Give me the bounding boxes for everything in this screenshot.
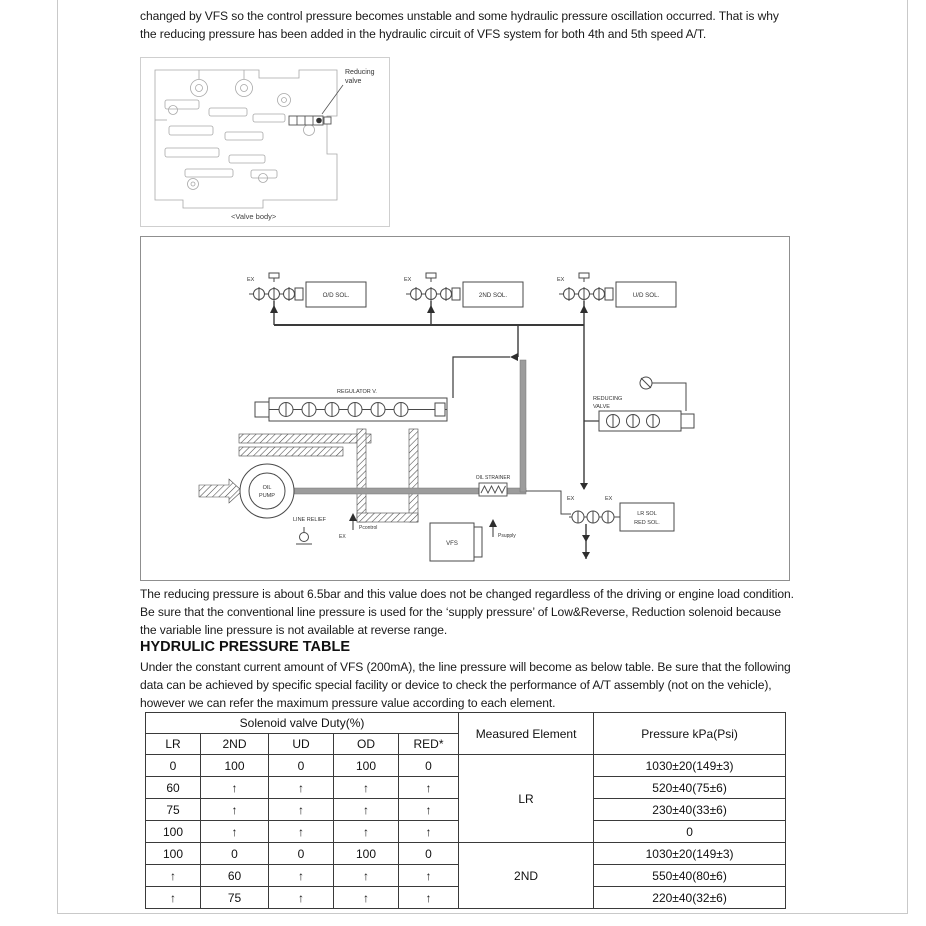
duty-cell: ↑ [399,777,459,799]
reducing-pressure-paragraph: The reducing pressure is about 6.5bar and this value does not be changed regardless of the driving or engine load condition. Be sure that the conventional line pressure is used for the ‘supply pressure’ of Low&Reverse, Reduction solenoid because the variable line pressure is not available at reverse range. [140,587,794,637]
duty-cell: ↑ [201,821,269,843]
ex-label: EX [567,496,575,502]
regulator-label: REGULATOR V. [337,389,377,395]
duty-cell: 60 [201,865,269,887]
od-sol-label: O/D SOL. [322,292,350,299]
callout-leader-line [322,85,343,114]
pressure-header: Pressure kPa(Psi) [594,713,786,755]
duty-cell: ↑ [399,821,459,843]
pump-inlet-arrow [199,479,242,503]
duty-col-header: LR [146,734,201,755]
duty-cell: ↑ [269,865,334,887]
duty-cell: 0 [269,755,334,777]
measured-element-header: Measured Element [459,713,594,755]
ex-label: EX [339,534,346,540]
duty-cell: 100 [334,755,399,777]
duty-cell: ↑ [146,887,201,909]
duty-cell: ↑ [269,821,334,843]
pressure-cell: 1030±20(149±3) [594,755,786,777]
ud-solenoid-valve [559,273,676,307]
ud-sol-label: U/D SOL. [632,292,660,299]
od-solenoid-valve [249,273,366,307]
duty-cell: ↑ [334,887,399,909]
intro-paragraph: changed by VFS so the control pressure becomes unstable and some hydraulic pressure oscillation occurred. That is why the reducing pressure has been added in the hydraulic circuit of VFS system for both 4th and 5th speed A/T. [140,9,779,41]
pressure-cell: 1030±20(149±3) [594,843,786,865]
duty-cell: ↑ [269,777,334,799]
duty-cell: ↑ [269,887,334,909]
valve-body-figure [140,57,390,227]
table-row [146,843,786,865]
duty-cell: 0 [399,755,459,777]
page-edge-bottom [57,913,908,914]
reducing-valve-callout-line2: valve [345,78,362,85]
pressure-cell: 0 [594,821,786,843]
duty-cell: 0 [201,843,269,865]
line-relief-valve [296,527,312,544]
reducing-valve-label-line1: REDUCING [593,396,623,402]
table-header-row-1 [146,713,786,734]
duty-col-header: UD [269,734,334,755]
duty-cell: 100 [146,821,201,843]
duty-cell: ↑ [334,777,399,799]
lr-sol-label-line1: LR SOL [637,511,657,517]
duty-cell: 60 [146,777,201,799]
oil-strainer [479,483,507,496]
section-paragraph: Under the constant current amount of VFS (200mA), the line pressure will become as below table. Be sure that the following data can be achieved by specific special facility or device to check the performance of A/T assembly (not on the vehicle), however we can refer the maximum pressure value according to each element. [140,660,791,710]
oil-pump-label-line2: PUMP [259,493,275,499]
duty-cell: 100 [146,843,201,865]
ex-label: EX [557,277,565,283]
duty-col-header: OD [334,734,399,755]
element-cell: 2ND [459,843,594,909]
duty-cell: ↑ [399,865,459,887]
hydraulic-pressure-table [145,712,786,909]
duty-cell: ↑ [146,865,201,887]
p-control-label: Pcontrol [359,525,378,531]
hydraulic-circuit-diagram [140,236,790,581]
duty-cell: 75 [146,799,201,821]
duty-cell: ↑ [201,799,269,821]
second-solenoid-valve [406,273,523,307]
duty-cell: 0 [269,843,334,865]
pressure-cell: 220±40(32±6) [594,887,786,909]
ex-label: EX [247,277,255,283]
duty-cell: ↑ [269,799,334,821]
ex-label: EX [404,277,412,283]
lr-sol-label-line2: RED SOL. [634,520,660,526]
circuit-drawing [141,237,789,580]
regulator-valve [255,398,447,421]
pressure-cell: 520±40(75±6) [594,777,786,799]
duty-cell: ↑ [334,865,399,887]
pressure-cell: 550±40(80±6) [594,865,786,887]
duty-cell: ↑ [334,799,399,821]
duty-group-header: Solenoid valve Duty(%) [146,713,459,734]
reducing-valve-highlight [289,116,331,125]
duty-col-header: 2ND [201,734,269,755]
valve-body-outline [155,70,337,208]
duty-cell: ↑ [334,821,399,843]
element-cell: LR [459,755,594,843]
figure-caption: <Valve body> [231,212,277,221]
duty-cell: ↑ [399,799,459,821]
second-sol-label: 2ND SOL. [478,292,508,299]
table-row [146,755,786,777]
reducing-valve-callout-line1: Reducing [345,69,375,76]
ex-label: EX [605,496,613,502]
duty-cell: 100 [334,843,399,865]
duty-cell: 75 [201,887,269,909]
vfs-label: VFS [446,541,458,547]
p-supply-label: Psupply [498,533,516,539]
duty-cell: ↑ [399,887,459,909]
oil-pump-label-line1: OIL [262,485,272,491]
duty-col-header: RED* [399,734,459,755]
hydraulic-passages [199,429,418,522]
page-edge-left [57,0,58,913]
duty-cell: 0 [399,843,459,865]
duty-cell: 100 [201,755,269,777]
pressure-cell: 230±40(33±6) [594,799,786,821]
page-edge-right [907,0,908,913]
duty-cell: 0 [146,755,201,777]
section-heading: HYDRULIC PRESSURE TABLE [140,639,350,655]
reducing-valve-label-line2: VALVE [593,404,610,410]
line-relief-label: LINE RELIEF [293,517,327,523]
oil-strainer-label: OIL STRAINER [475,475,511,481]
reducing-valve [599,377,694,431]
duty-cell: ↑ [201,777,269,799]
valve-body-drawing [141,58,389,226]
oil-pump [240,464,294,518]
lr-solenoid-valve [569,503,674,531]
